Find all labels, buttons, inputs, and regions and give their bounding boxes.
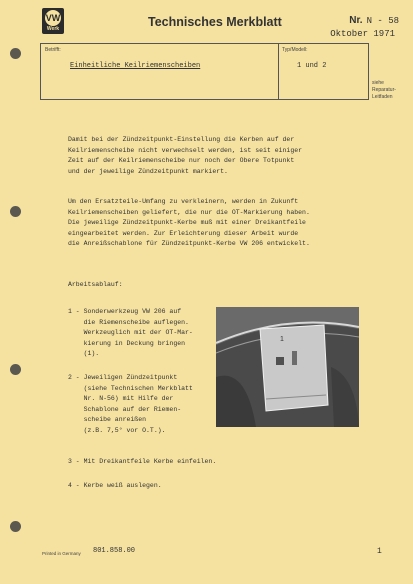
header-divider [278,44,279,99]
number-label: Nr. [349,15,363,26]
step-1: 1 - Sonderwerkzeug VW 206 auf die Riemenscheibe auflegen. Werkzeuglich mit der OT-Mar- kierung in Deckung bringen (1). [68,308,193,357]
types-text: 1 und 2 [297,62,327,70]
part-code: 801.858.00 [93,547,136,555]
photo-marker: 1 [280,336,284,343]
number-value: N - 58 [366,16,399,26]
printed-note: Printed in Germany [42,551,81,556]
tool-photo [216,307,359,427]
side-note: siehe Reparatur- Leitfaden [372,80,396,100]
types-label: Typ/Modell: [282,47,308,53]
document-number [349,15,399,26]
steps-heading: Arbeitsablauf: [68,281,123,288]
subject-label: Betrifft: [45,47,61,53]
intro-paragraph: Damit bei der Zündzeitpunkt-Einstellung die Kerben auf der Keilriemenscheibe nicht verwechselt werden, ist seit einiger Zeit auf der Keilriemenscheibe nur noch der Obere Totpunkt und der jeweilige Zündzeitpunkt markiert. [68,136,303,175]
logo-brand: Werk [46,26,60,32]
step-2: 2 - Jeweiligen Zündzeitpunkt (siehe Technischen Merkblatt Nr. N-56) mit Hilfe der Schablone auf der Riemen- scheibe anreißen (z.B. 7,5° vor O.T.). [68,374,193,434]
tool-photo-image [216,307,359,427]
logo-emblem: VW [45,10,61,26]
document-title: Technisches Merkblatt [148,15,282,29]
step-4: 4 - Kerbe weiß auslegen. [68,482,162,489]
punch-hole [10,364,21,375]
vw-logo [42,8,64,34]
subject-text: Einheitliche Keilriemenscheiben [70,62,201,70]
header-box [40,43,369,100]
second-paragraph: Um den Ersatzteile-Umfang zu verkleinern, werden in Zukunft Keilriemenscheiben geliefert, die nur die OT-Markierung haben. Die jeweilige Zündzeitpunkt-Kerbe muß mit einer Dreikantfeile eingearbeitet werden. Zur Erleichterung dieser Arbeit wurde die Anreißschablone für Zündzeitpunkt-Kerbe VW 206 entwickelt. [68,198,310,247]
punch-hole [10,521,21,532]
page-number: 1 [377,547,382,556]
step-3: 3 - Mit Dreikantfeile Kerbe einfeilen. [68,458,217,465]
punch-hole [10,48,21,59]
punch-hole [10,206,21,217]
document-date: Oktober 1971 [330,29,395,39]
